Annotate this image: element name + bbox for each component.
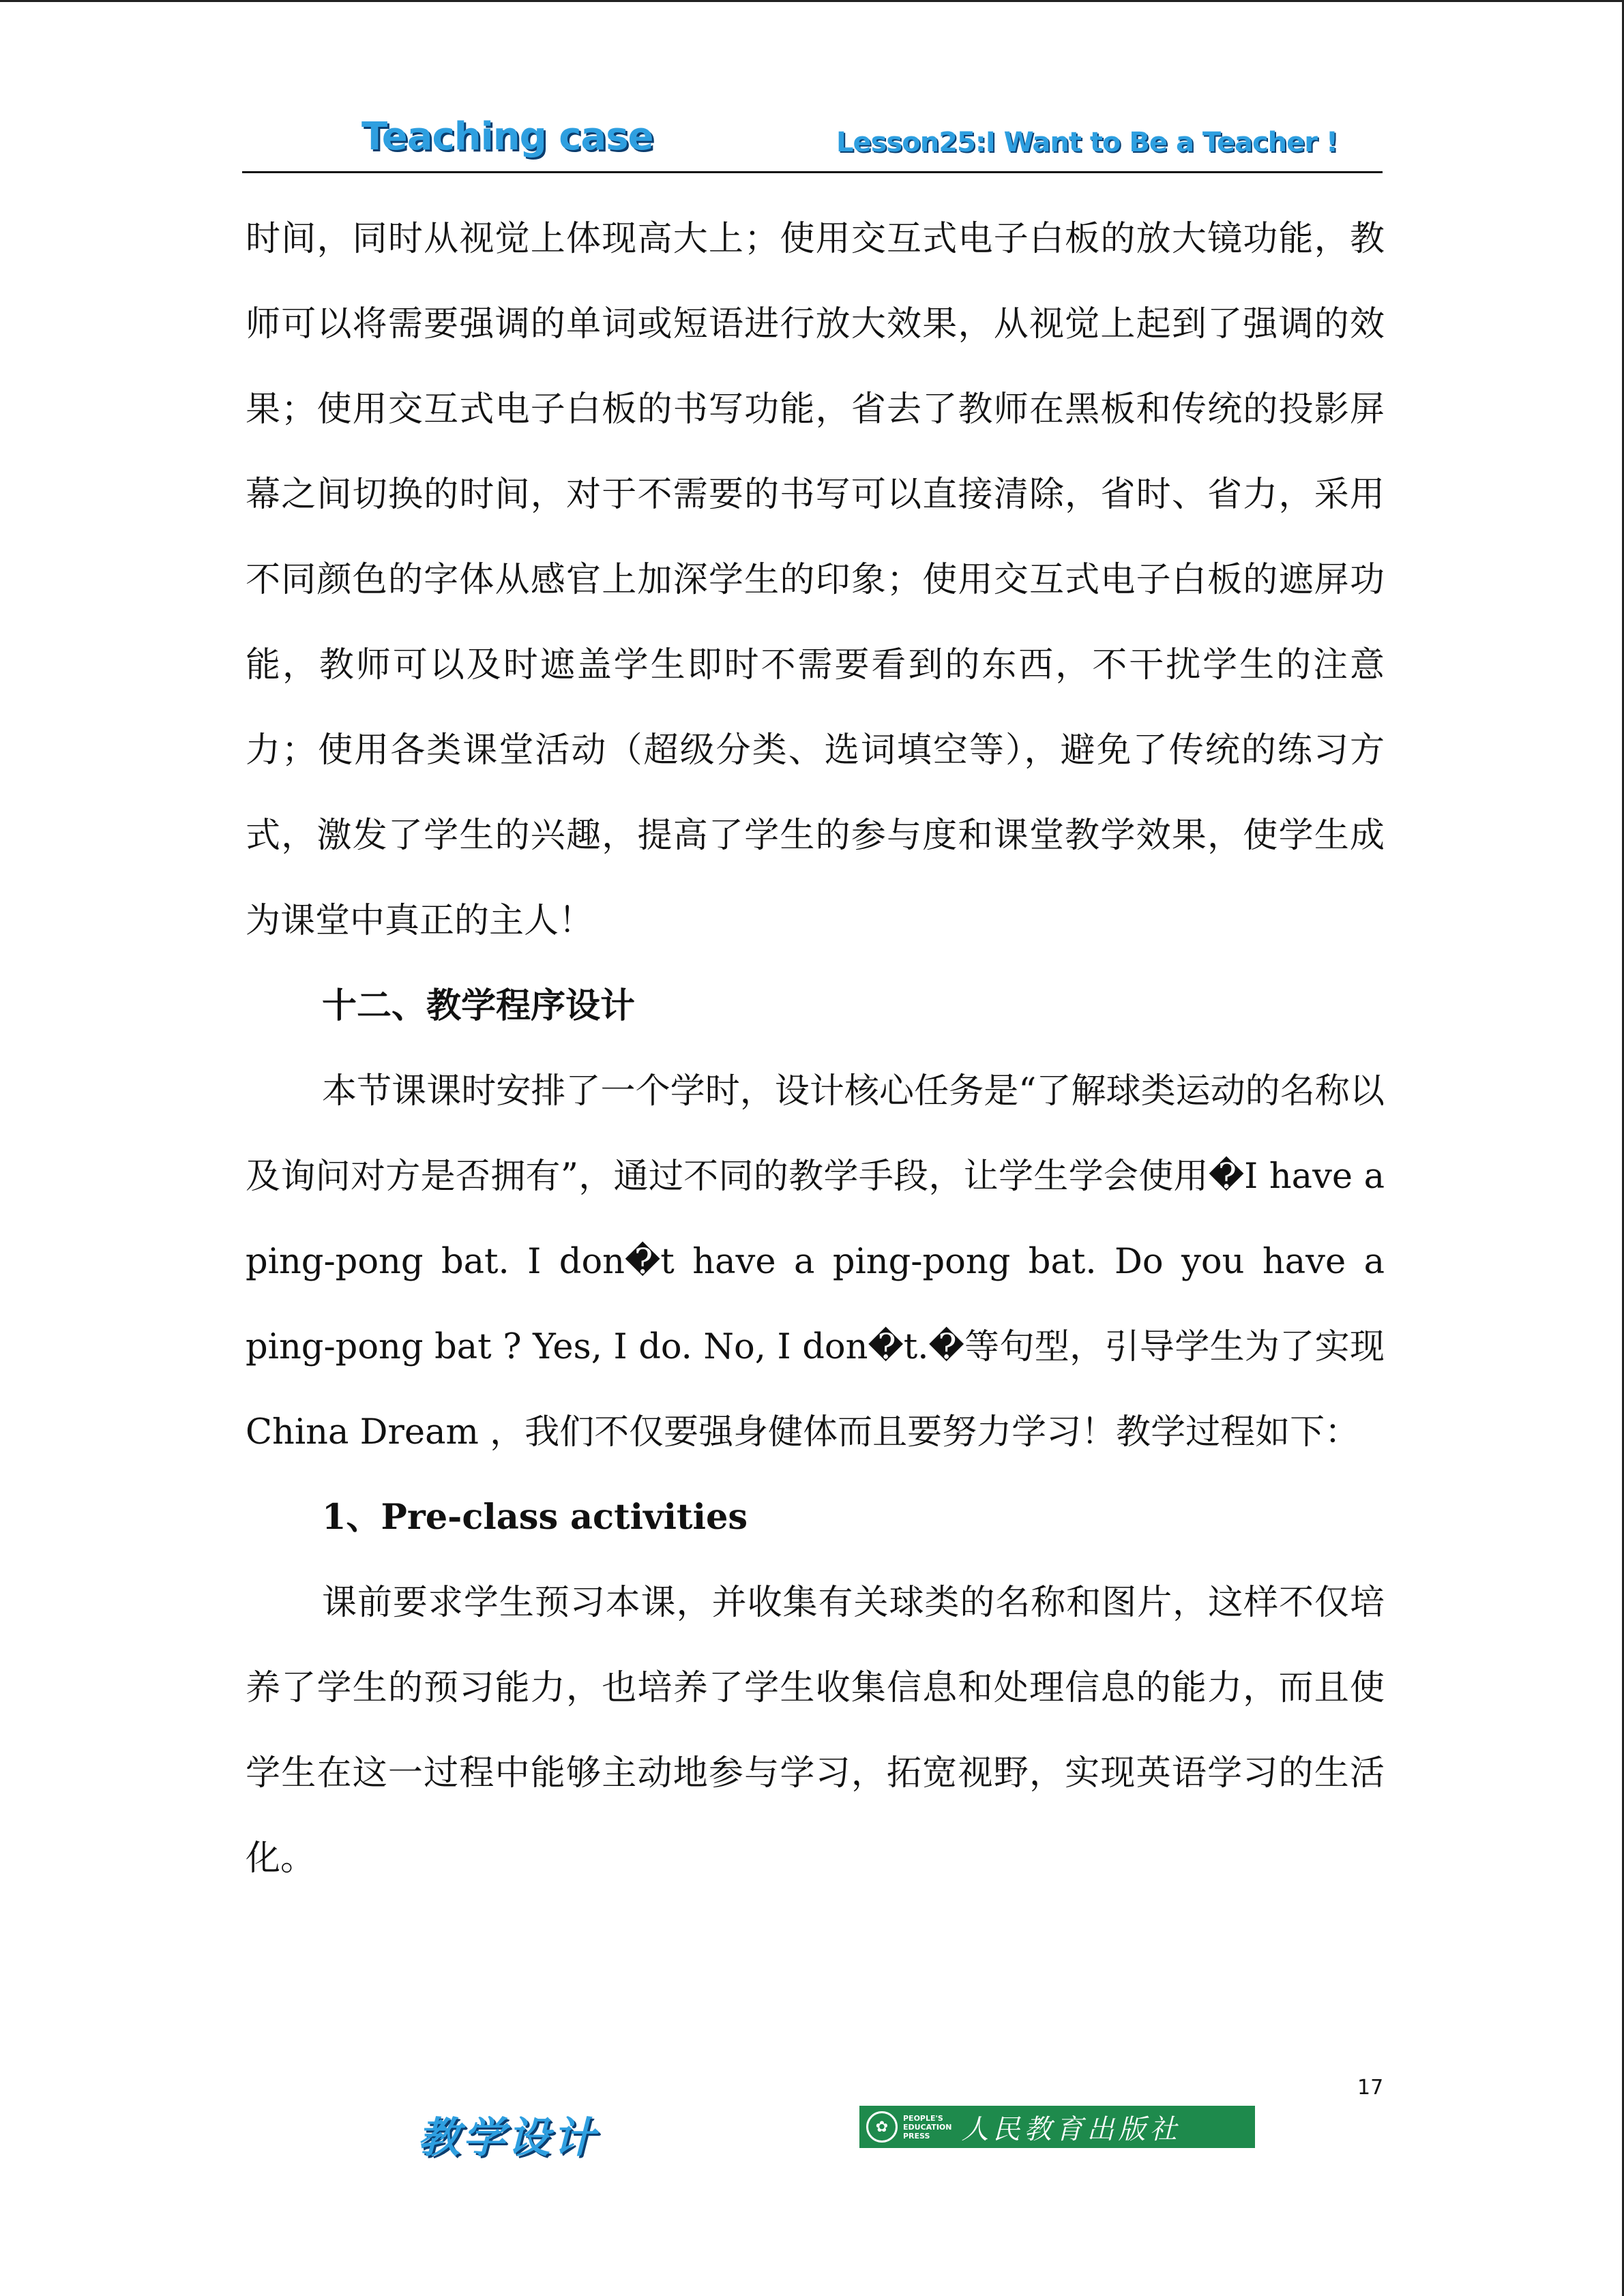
pep-logo-chinese: 人民教育出版社 [961, 2113, 1181, 2145]
page-number: 17 [1357, 2076, 1384, 2100]
subsection-heading-1: 1、Pre-class activities [322, 1497, 748, 1538]
footer-teaching-design: 教学设计 [417, 2113, 598, 2162]
header-teaching-case: Teaching case [361, 115, 653, 159]
section-heading-12: 十二、教学程序设计 [322, 985, 636, 1026]
document-body [246, 196, 1385, 1901]
header-lesson-title: Lesson25:I Want to Be a Teacher ! [836, 127, 1338, 158]
pep-emblem-icon: ✿ [866, 2111, 898, 2143]
header-rule [242, 171, 1383, 173]
paragraph-preclass: 课前要求学生预习本课，并收集有关球类的名称和图片，这样不仅培养了学生的预习能力，也培养了学生收集信息和处理信息的能力，而且使学生在这一过程中能够主动地参与学习，拓宽视野，实现英语学习的生活化。 [246, 1583, 1385, 1879]
pep-logo [859, 2106, 1255, 2148]
pep-logo-english: PEOPLE'S EDUCATION PRESS [903, 2113, 952, 2141]
paragraph-design: 本节课课时安排了一个学时，设计核心任务是“了解球类运动的名称以及询问对方是否拥有”，通过不同的教学手段，让学生学会使用�I have a ping-pong bat. I don�t have a ping-pong bat. Do you have a ping-pong bat ? Yes, I do. No, I don�t.�等句型，引导学生为了实现China Dream ，我们不仅要强身健体而且要努力学习！教学过程如下： [246, 1071, 1385, 1452]
paragraph-whiteboard: 时间，同时从视觉上体现高大上；使用交互式电子白板的放大镜功能，教师可以将需要强调的单词或短语进行放大效果，从视觉上起到了强调的效果；使用交互式电子白板的书写功能，省去了教师在黑板和传统的投影屏幕之间切换的时间，对于不需要的书写可以直接清除，省时、省力，采用不同颜色的字体从感官上加深学生的印象；使用交互式电子白板的遮屏功能，教师可以及时遮盖学生即时不需要看到的东西，不干扰学生的注意力；使用各类课堂活动（超级分类、选词填空等），避免了传统的练习方式，激发了学生的兴趣，提高了学生的参与度和课堂教学效果，使学生成为课堂中真正的主人！ [246, 219, 1385, 941]
page-border-top [0, 0, 1624, 2]
